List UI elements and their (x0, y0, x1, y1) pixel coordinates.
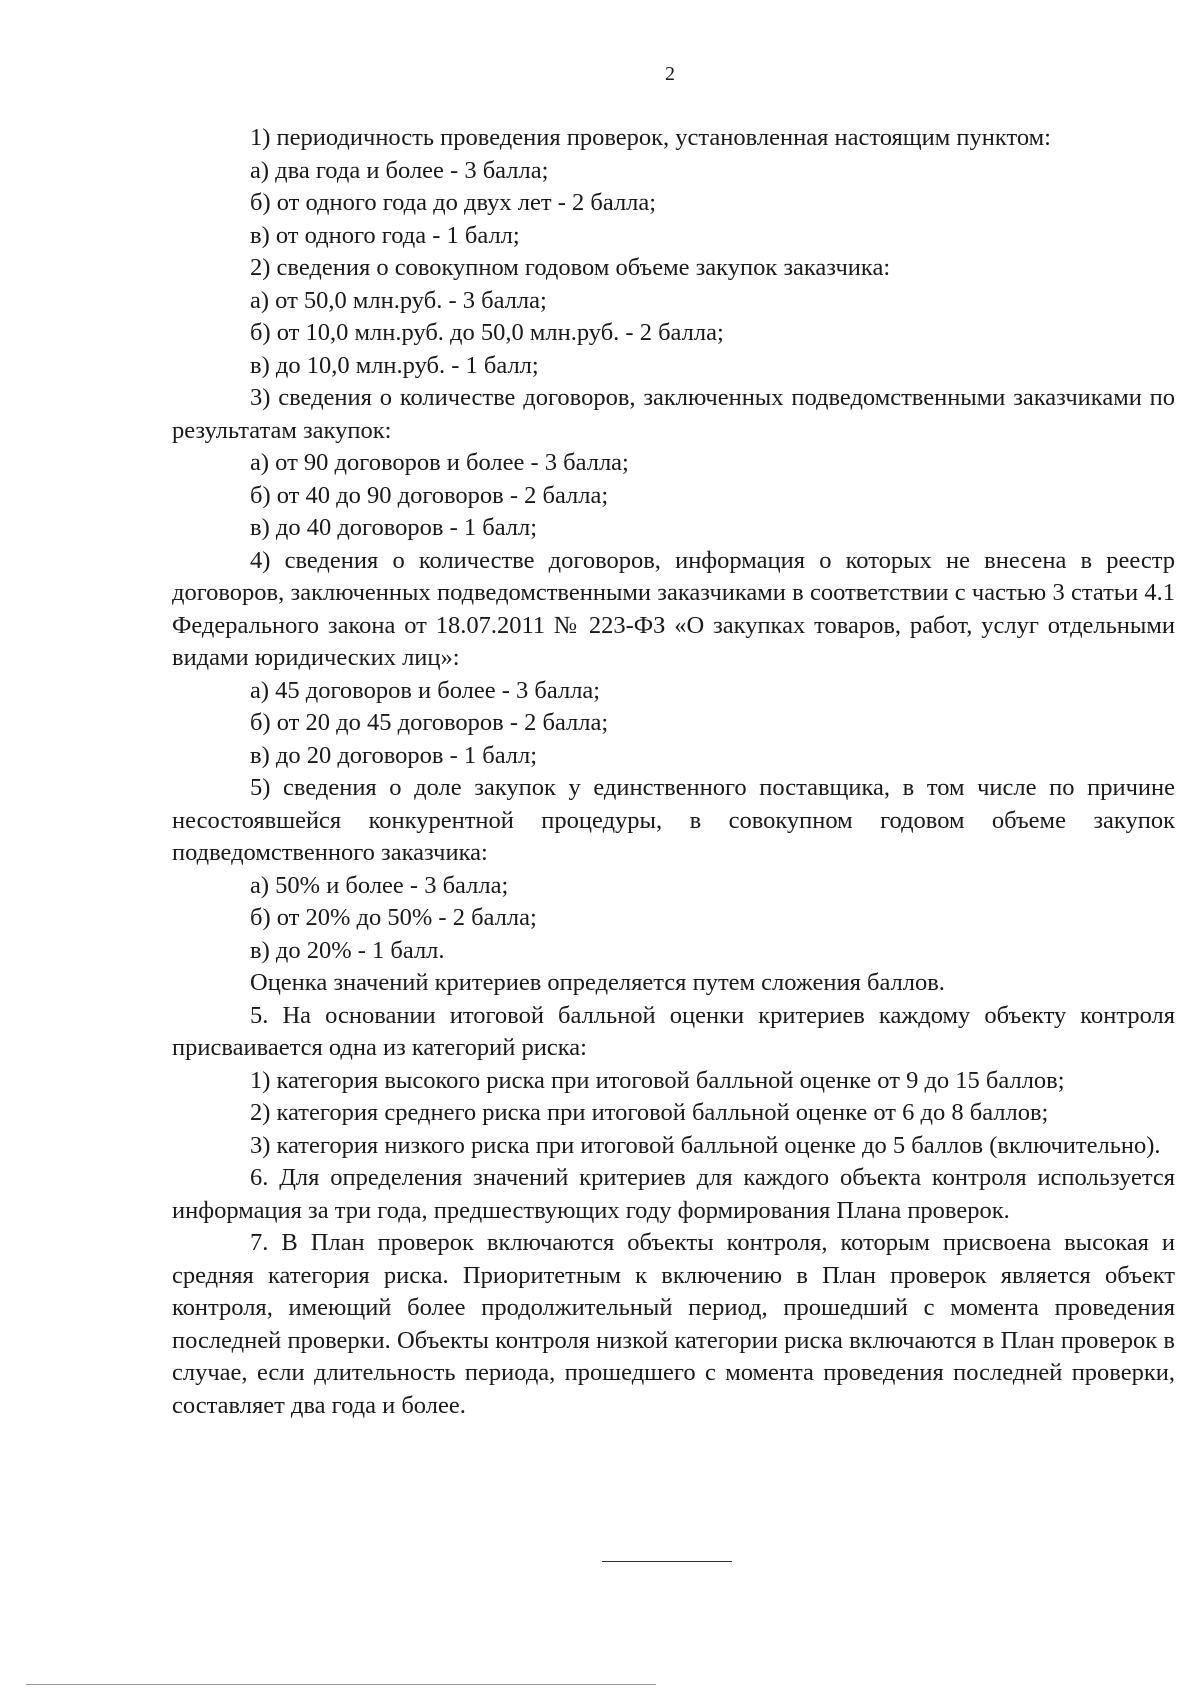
paragraph: в) до 10,0 млн.руб. - 1 балл; (250, 351, 539, 379)
paragraph: 1) периодичность проведения проверок, установленная настоящим пунктом: (250, 124, 1051, 151)
paragraph: 6. Для определения значений критериев для каждого объекта контроля используется информация за три года, предшествующих году формирования Плана проверок. (172, 1164, 1175, 1224)
document-body (172, 122, 1175, 1422)
paragraph: 2) сведения о совокупном годовом объеме закупок заказчика: (250, 254, 891, 281)
paragraph: 5. На основании итоговой балльной оценки критериев каждому объекту контроля присваивается одна из категорий риска: (172, 1001, 1175, 1061)
paragraph: в) до 20% - 1 балл. (250, 936, 445, 964)
paragraph: 3) категория низкого риска при итоговой балльной оценке до 5 баллов (включительно). (250, 1131, 1161, 1159)
paragraph: 5) сведения о доле закупок у единственного поставщика, в том числе по причине несостоявшейся конкурентной процедуры, в совокупном годовом объеме закупок подведомственного заказчика: (172, 774, 1175, 866)
paragraph: 3) сведения о количестве договоров, заключенных подведомственными заказчиками по результатам закупок: (172, 384, 1175, 444)
end-of-text-rule (602, 1561, 732, 1562)
paragraph: в) до 40 договоров - 1 балл; (250, 514, 538, 541)
paragraph: Оценка значений критериев определяется путем сложения баллов. (250, 969, 945, 996)
paragraph: б) от одного года до двух лет - 2 балла; (250, 189, 657, 216)
paragraph: 2) категория среднего риска при итоговой балльной оценке от 6 до 8 баллов; (250, 1099, 1049, 1126)
scan-bottom-edge-line (26, 1684, 656, 1685)
paragraph: в) от одного года - 1 балл; (250, 221, 520, 249)
paragraph: а) 50% и более - 3 балла; (250, 871, 509, 899)
paragraph: б) от 20 до 45 договоров - 2 балла; (250, 709, 609, 736)
page-number: 2 (665, 63, 675, 85)
paragraph: а) от 50,0 млн.руб. - 3 балла; (250, 286, 547, 314)
paragraph: а) от 90 договоров и более - 3 балла; (250, 449, 629, 476)
paragraph: в) до 20 договоров - 1 балл; (250, 741, 538, 769)
paragraph: а) два года и более - 3 балла; (250, 156, 549, 184)
paragraph: б) от 40 до 90 договоров - 2 балла; (250, 481, 609, 509)
paragraph: б) от 20% до 50% - 2 балла; (250, 904, 537, 931)
paragraph: 4) сведения о количестве договоров, информация о которых не внесена в реестр договоров, заключенных подведомственными заказчиками в соответствии с частью 3 статьи 4.1 Федерального закона от 18.07.2011 № 223-ФЗ «О закупках товаров, работ, услуг отдельными видами юридических лиц»: (172, 546, 1175, 671)
paragraph: б) от 10,0 млн.руб. до 50,0 млн.руб. - 2 балла; (250, 319, 724, 346)
paragraph: 1) категория высокого риска при итоговой балльной оценке от 9 до 15 баллов; (250, 1066, 1065, 1094)
paragraph: а) 45 договоров и более - 3 балла; (250, 676, 601, 704)
paragraph: 7. В План проверок включаются объекты контроля, которым присвоена высокая и средняя категория риска. Приоритетным к включению в План проверок является объект контроля, имеющий более продолжительный период, прошедший с момента проведения последней проверки. Объекты контроля низкой категории риска включаются в План проверок в случае, если длительность периода, прошедшего с момента проведения последней проверки, составляет два года и более. (172, 1229, 1175, 1419)
